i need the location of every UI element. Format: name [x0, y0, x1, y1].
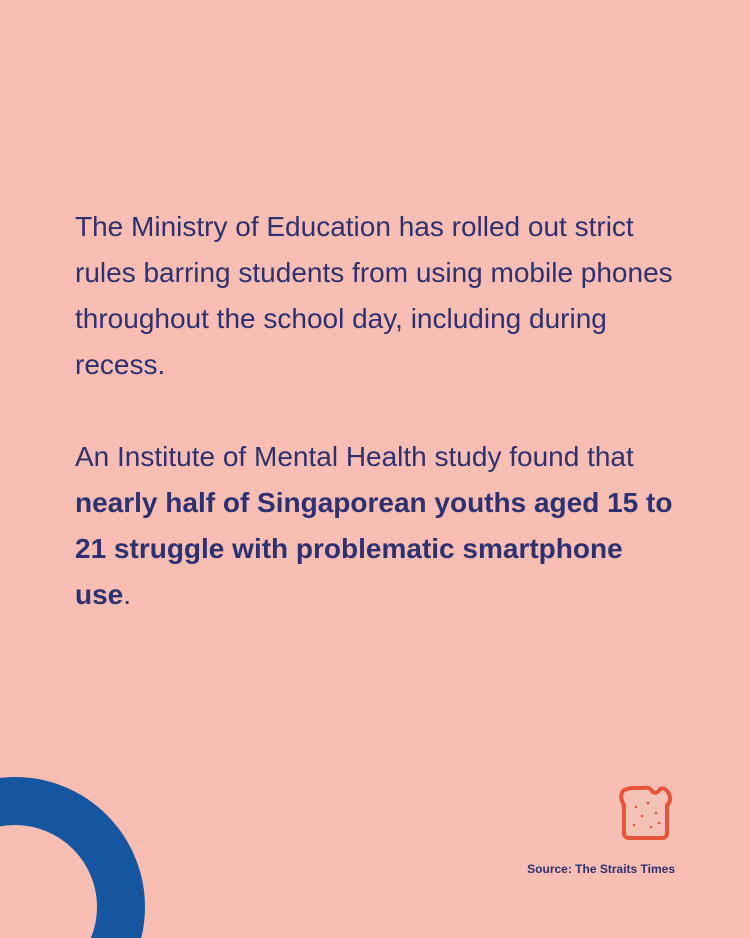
toast-icon [618, 783, 672, 841]
imh-study-tail: . [123, 579, 132, 610]
imh-study-lead: An Institute of Mental Health study found that [75, 441, 634, 472]
quarter-ring-shape [0, 777, 145, 938]
source-credit: Source: The Straits Times [527, 862, 675, 876]
paragraph-moe-rules: The Ministry of Education has rolled out strict rules barring students from using mobile phones throughout the school day, including during recess. [75, 211, 673, 380]
imh-study-highlight: nearly half of Singaporean youths aged 15 to 21 struggle with problematic smartphone use [75, 487, 673, 610]
body-text [75, 204, 675, 618]
paragraph-imh-study [75, 434, 675, 618]
